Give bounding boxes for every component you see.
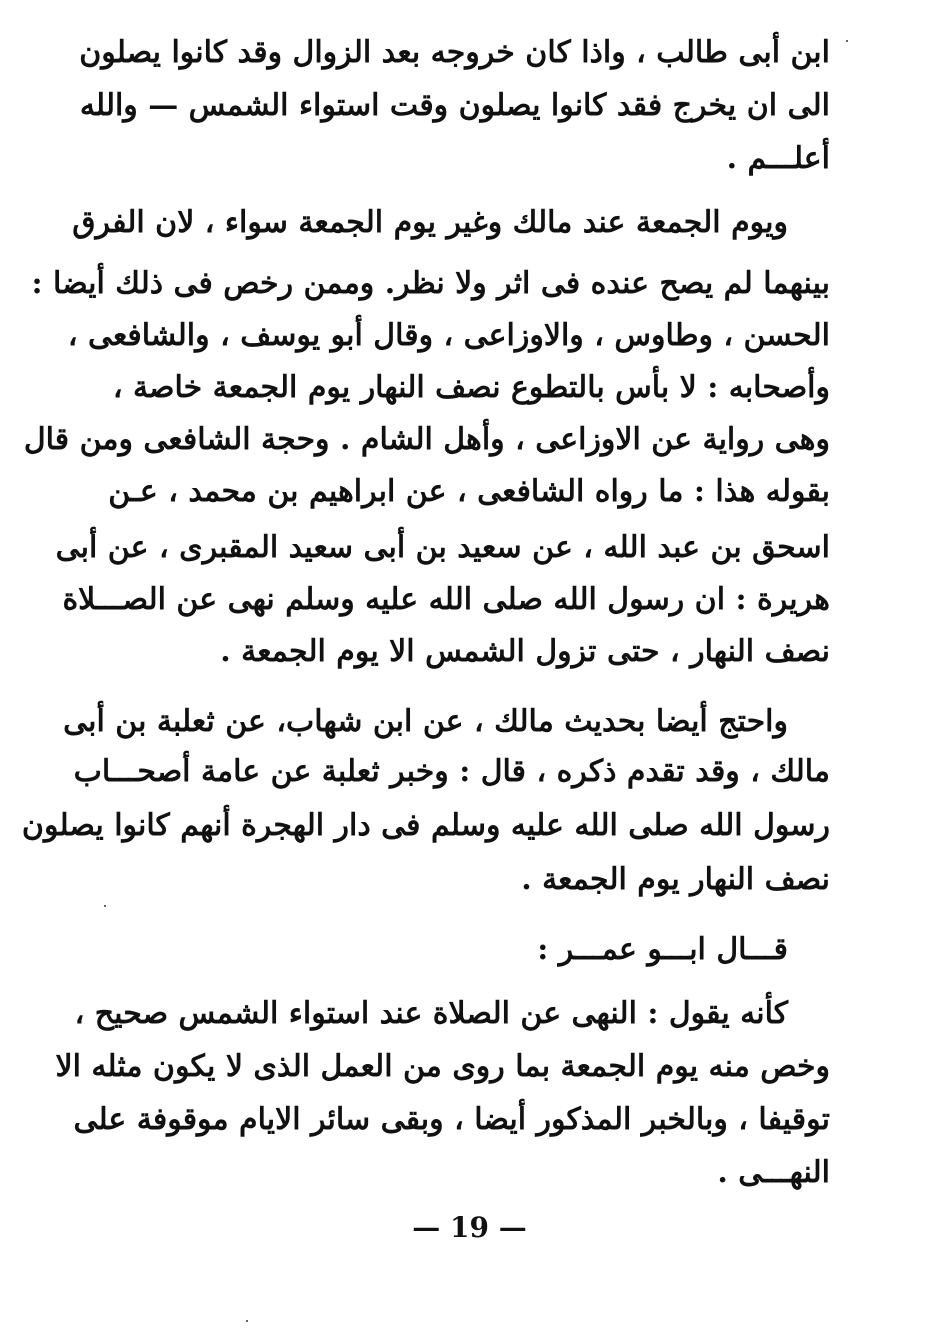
- text-line: بقوله هذا : ما رواه الشافعى ، عن ابراهيم بن محمد ، عـن: [108, 474, 830, 509]
- text-line: نصف النهار ، حتى تزول الشمس الا يوم الجمعة .: [220, 634, 830, 669]
- text-line: اسحق بن عبد الله ، عن سعيد بن أبى سعيد المقبرى ، عن أبى: [55, 530, 830, 565]
- text-line: نصف النهار يوم الجمعة .: [521, 862, 830, 897]
- text-line: وخص منه يوم الجمعة بما روى من العمل الذى لا يكون مثله الا: [55, 1049, 830, 1084]
- text-line: أعلـــم .: [726, 141, 830, 176]
- text-line: ويوم الجمعة عند مالك وغير يوم الجمعة سواء ، لان الفرق: [72, 205, 788, 240]
- text-line: النهـــى .: [717, 1155, 830, 1190]
- text-line: وأصحابه : لا بأس بالتطوع نصف النهار يوم الجمعة خاصة ،: [112, 370, 830, 405]
- text-line: رسول الله صلى الله عليه وسلم فى دار الهجرة أنهم كانوا يصلون: [21, 808, 830, 843]
- text-line: هريرة : ان رسول الله صلى الله عليه وسلم نهى عن الصـــلاة: [62, 582, 830, 617]
- scan-speck: [246, 1320, 248, 1322]
- scan-speck: [846, 40, 848, 42]
- text-line: وهى رواية عن الاوزاعى ، وأهل الشام . وحجة الشافعى ومن قال: [23, 422, 830, 457]
- text-line: واحتج أيضا بحديث مالك ، عن ابن شهاب، عن ثعلبة بن أبى: [63, 704, 788, 739]
- text-line: الحسن ، وطاوس ، والاوزاعى ، وقال أبو يوسف ، والشافعى ،: [67, 318, 830, 353]
- text-line: كأنه يقول : النهى عن الصلاة عند استواء الشمس صحيح ،: [74, 996, 788, 1031]
- scan-speck: [104, 905, 106, 907]
- text-line: الى ان يخرج فقد كانوا يصلون وقت استواء الشمس — والله: [79, 88, 830, 123]
- text-line: ابن أبى طالب ، واذا كان خروجه بعد الزوال وقد كانوا يصلون: [79, 35, 830, 70]
- text-line: توقيفا ، وبالخبر المذكور أيضا ، وبقى سائر الايام موقوفة على: [73, 1102, 830, 1137]
- section-heading: قـــال ابـــو عمـــر :: [537, 932, 788, 967]
- text-line: مالك ، وقد تقدم ذكره ، قال : وخبر ثعلبة عن عامة أصحـــاب: [73, 754, 830, 789]
- page-number: — 19 —: [412, 1211, 527, 1244]
- text-line: بينهما لم يصح عنده فى اثر ولا نظر. وممن رخص فى ذلك أيضا :: [31, 266, 830, 301]
